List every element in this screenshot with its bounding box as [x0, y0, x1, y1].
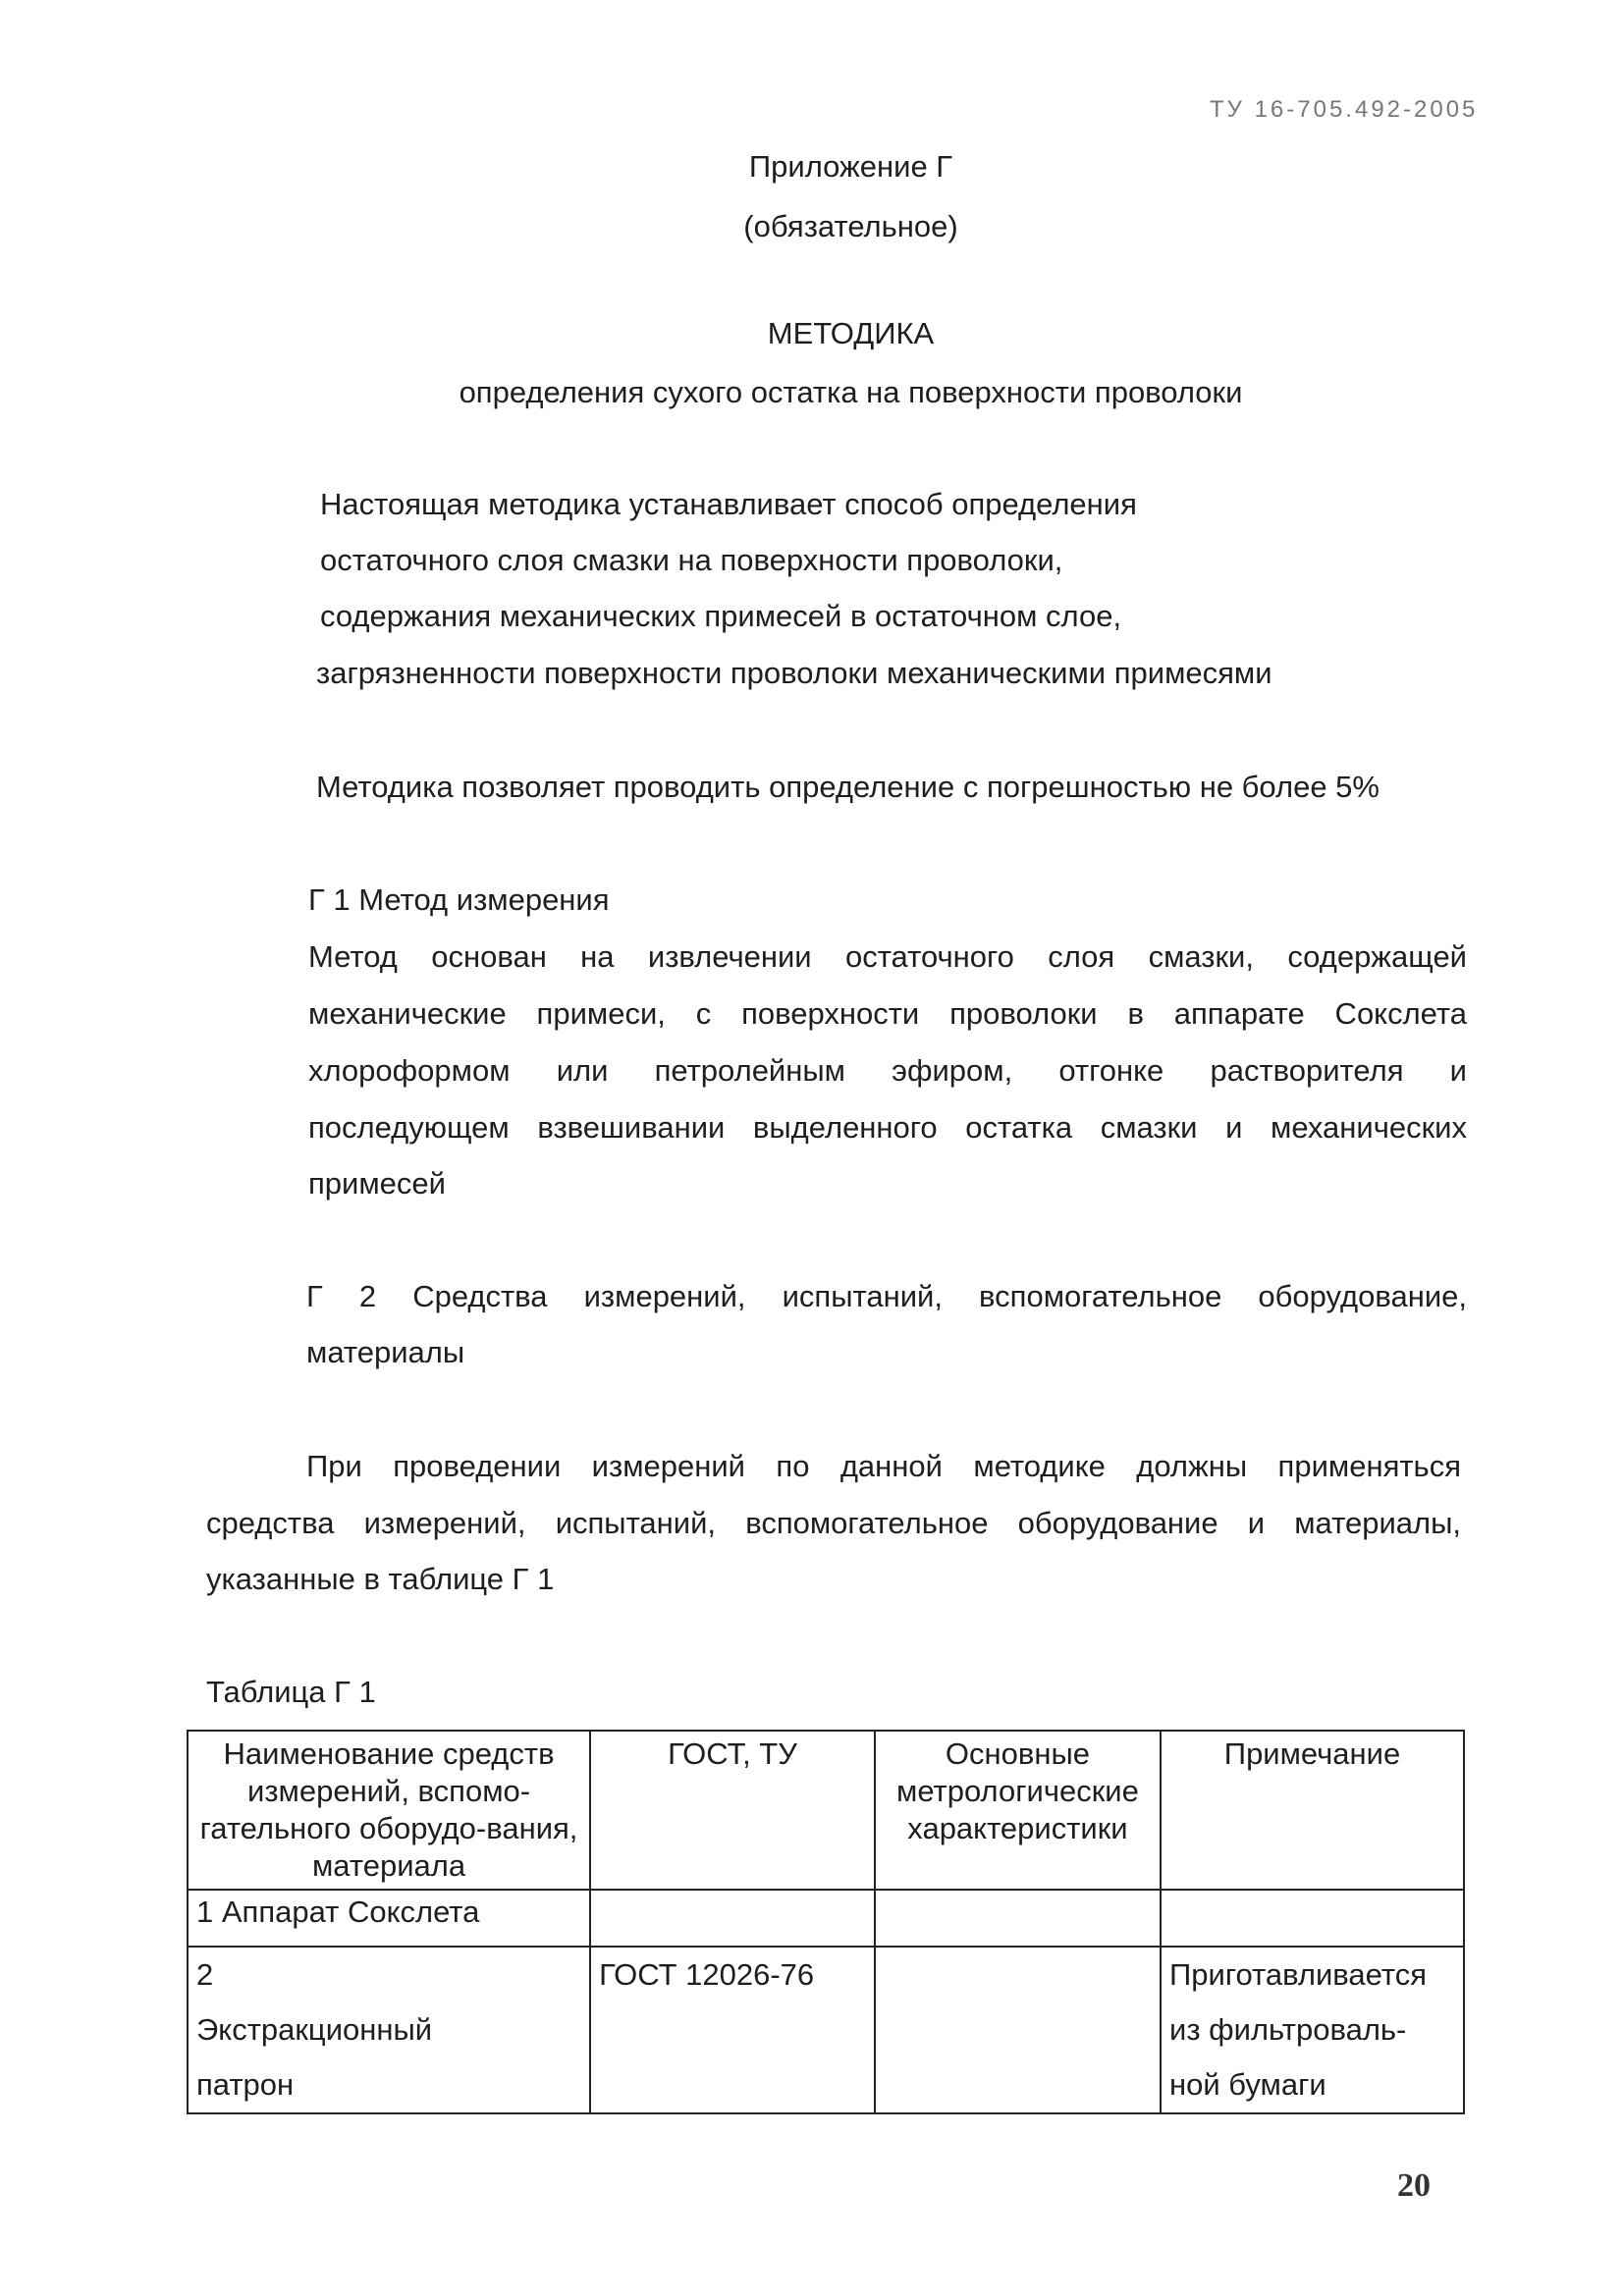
g2-text-line: указанные в таблице Г 1	[206, 1562, 555, 1596]
g2-text-line: При проведении измерений по данной методике должны применяться	[306, 1449, 1461, 1483]
g1-text-line: последующем взвешивании выделенного остатка смазки и механических	[308, 1110, 1467, 1145]
table-cell: 2 Экстракционный патрон	[188, 1947, 590, 2113]
table-cell	[875, 1890, 1161, 1947]
g1-text-line: хлороформом или петролейным эфиром, отгонке растворителя и	[308, 1053, 1467, 1088]
g1-text-line: Метод основан на извлечении остаточного слоя смазки, содержащей	[308, 939, 1467, 974]
table-header-row	[188, 1731, 1464, 1890]
section-g2-heading: Г 2 Средства измерений, испытаний, вспомогательное оборудование,	[306, 1279, 1467, 1313]
page-number: 20	[1397, 2167, 1431, 2204]
equipment-table	[187, 1730, 1465, 2114]
accuracy-note: Методика позволяет проводить определение с погрешностью не более 5%	[316, 770, 1380, 804]
method-subtitle: определения сухого остатка на поверхности проволоки	[459, 375, 1243, 409]
table-row	[188, 1890, 1464, 1947]
table-cell: ГОСТ 12026-76	[590, 1947, 875, 2113]
section-g2-heading: материалы	[306, 1335, 465, 1369]
table-cell: Приготавливается из фильтроваль-ной бумаги	[1161, 1947, 1464, 2113]
intro-line: содержания механических примесей в остаточном слое,	[320, 599, 1122, 633]
table-header: ГОСТ, ТУ	[590, 1731, 875, 1890]
table-header: Примечание	[1161, 1731, 1464, 1890]
g1-text-line: механические примеси, с поверхности проволоки в аппарате Сокслета	[308, 996, 1467, 1031]
table-cell	[1161, 1890, 1464, 1947]
table-caption: Таблица Г 1	[206, 1675, 376, 1709]
table-header: Наименование средств измерений, вспомо-гательного оборудо-вания, материала	[188, 1731, 590, 1890]
appendix-title: Приложение Г	[748, 149, 953, 184]
appendix-status: (обязательное)	[743, 209, 958, 243]
table-cell: 1 Аппарат Сокслета	[188, 1890, 590, 1947]
method-title: МЕТОДИКА	[767, 316, 935, 350]
intro-line: загрязненности поверхности проволоки механическими примесями	[316, 656, 1272, 690]
table-cell	[875, 1947, 1161, 2113]
intro-line: Настоящая методика устанавливает способ определения	[320, 487, 1137, 521]
g1-text-line: примесей	[308, 1166, 446, 1201]
table-row	[188, 1947, 1464, 2113]
document-code: ТУ 16-705.492-2005	[1210, 96, 1479, 123]
table-cell	[590, 1890, 875, 1947]
g2-text-line: средства измерений, испытаний, вспомогательное оборудование и материалы,	[206, 1506, 1461, 1540]
section-g1-heading: Г 1 Метод измерения	[308, 882, 610, 917]
intro-line: остаточного слоя смазки на поверхности проволоки,	[320, 543, 1063, 577]
table-header: Основные метрологические характеристики	[875, 1731, 1161, 1890]
